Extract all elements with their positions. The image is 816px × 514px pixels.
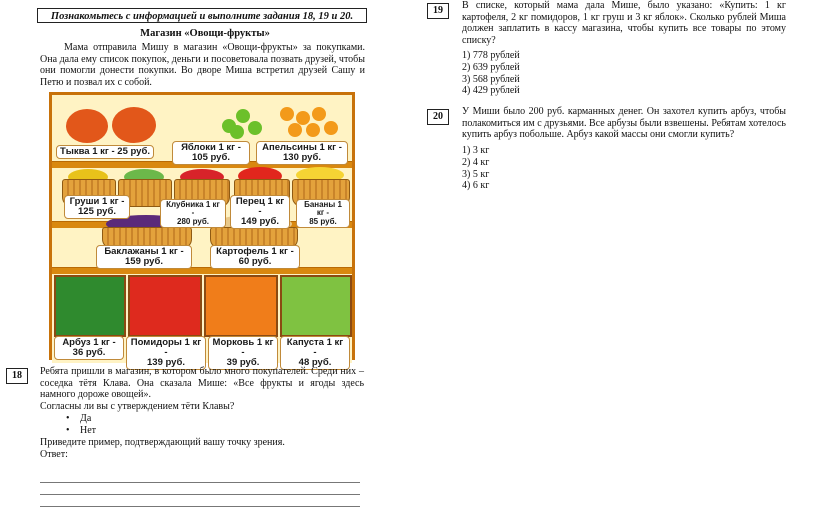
price-label-eggplant: Баклажаны 1 кг - 159 руб. [96, 245, 192, 269]
answer-line[interactable] [40, 482, 360, 483]
carrot-crate [204, 275, 278, 337]
question-19-options [462, 50, 520, 97]
price-label-oranges: Апельсины 1 кг - 130 руб. [256, 141, 348, 165]
price-label-tomatoes: Помидоры 1 кг - 139 руб. [126, 336, 206, 370]
question-20-options [462, 145, 489, 192]
question-19-option-3[interactable]: 3) 568 рублей [462, 73, 520, 85]
cabbage-crate [280, 275, 352, 337]
pumpkin-icon [66, 109, 108, 143]
shop-shelf-illustration [49, 92, 355, 368]
orange-icon [280, 107, 294, 121]
price-label-strawberry: Клубника 1 кг - 280 руб. [160, 199, 226, 228]
price-label-pears: Груши 1 кг - 125 руб. [64, 195, 130, 219]
option-yes[interactable]: • Да [40, 413, 96, 425]
question-19-option-4[interactable]: 4) 429 рублей [462, 85, 520, 97]
answer-line[interactable] [40, 506, 360, 507]
tomato-crate [128, 275, 202, 337]
question-18-options [40, 413, 96, 437]
question-number-19: 19 [427, 3, 449, 19]
price-label-apples: Яблоки 1 кг - 105 руб. [172, 141, 250, 165]
answer-label: Ответ: [40, 449, 68, 460]
orange-icon [324, 121, 338, 135]
price-label-pepper: Перец 1 кг - 149 руб. [230, 195, 290, 229]
price-label-bananas: Бананы 1 кг - 85 руб. [296, 199, 350, 228]
apple-icon [248, 121, 262, 135]
question-20-text: У Миши было 200 руб. карманных денег. Он захотел купить арбуз, чтобы полакомиться им с друзьями. Все арбузы были взвешены. Ребятам хотелось купить арбуз побольше. Арбуз какой массы они смогли купить? [462, 106, 786, 141]
price-label-cabbage: Капуста 1 кг - 48 руб. [280, 336, 350, 370]
question-19-option-2[interactable]: 2) 639 рублей [462, 61, 520, 73]
question-19-text: В списке, который мама дала Мише, было указано: «Купить: 1 кг картофеля, 2 кг помидоров, 1 кг груш и 3 кг яблок». Сколько рублей Миша должен заплатить в кассу магазина, чтобы купить все товары по этому списку? [462, 0, 786, 46]
answer-line[interactable] [40, 494, 360, 495]
instruction-box: Познакомьтесь с информацией и выполните задания 18, 19 и 20. [37, 8, 367, 23]
question-number-20: 20 [427, 109, 449, 125]
question-18-text: Ребята пришли в магазин, в котором было много покупателей. Среди них – соседка тётя Клава. Она сказала Мише: «Все фрукты и ягоды здесь намного дороже овощей». [40, 366, 364, 401]
orange-icon [312, 107, 326, 121]
question-20-option-2[interactable]: 2) 4 кг [462, 156, 490, 168]
apple-icon [236, 109, 250, 123]
apple-icon [230, 125, 244, 139]
intro-paragraph: Мама отправила Мишу в магазин «Овощи-фрукты» за покупками. Она дала ему список покупок, деньги и посоветовала позвать друзей, чтобы они помогли донести покупки. Во дворе Миша встретил друзей Сашу и Петю и позвал их с собой. [40, 42, 365, 88]
price-label-potato: Картофель 1 кг - 60 руб. [210, 245, 300, 269]
shop-title: Магазин «Овощи-фрукты» [140, 28, 270, 39]
question-18-prompt: Приведите пример, подтверждающий вашу точку зрения. [40, 437, 285, 448]
price-label-carrot: Морковь 1 кг - 39 руб. [208, 336, 278, 370]
question-19-option-1[interactable]: 1) 778 рублей [462, 50, 520, 61]
question-20-option-4[interactable]: 4) 6 кг [462, 180, 490, 192]
option-no[interactable]: • Нет [40, 425, 96, 437]
price-label-pumpkin: Тыква 1 кг - 25 руб. [56, 145, 154, 159]
watermelon-crate [54, 275, 126, 337]
pumpkin-icon [112, 107, 156, 143]
question-number-18: 18 [6, 368, 28, 384]
question-20-option-3[interactable]: 3) 5 кг [462, 168, 490, 180]
question-20-option-1[interactable]: 1) 3 кг [462, 145, 490, 156]
price-label-watermelon: Арбуз 1 кг - 36 руб. [54, 336, 124, 360]
orange-icon [306, 123, 320, 137]
question-18-question: Согласны ли вы с утверждением тёти Клавы? [40, 401, 235, 412]
orange-icon [288, 123, 302, 137]
